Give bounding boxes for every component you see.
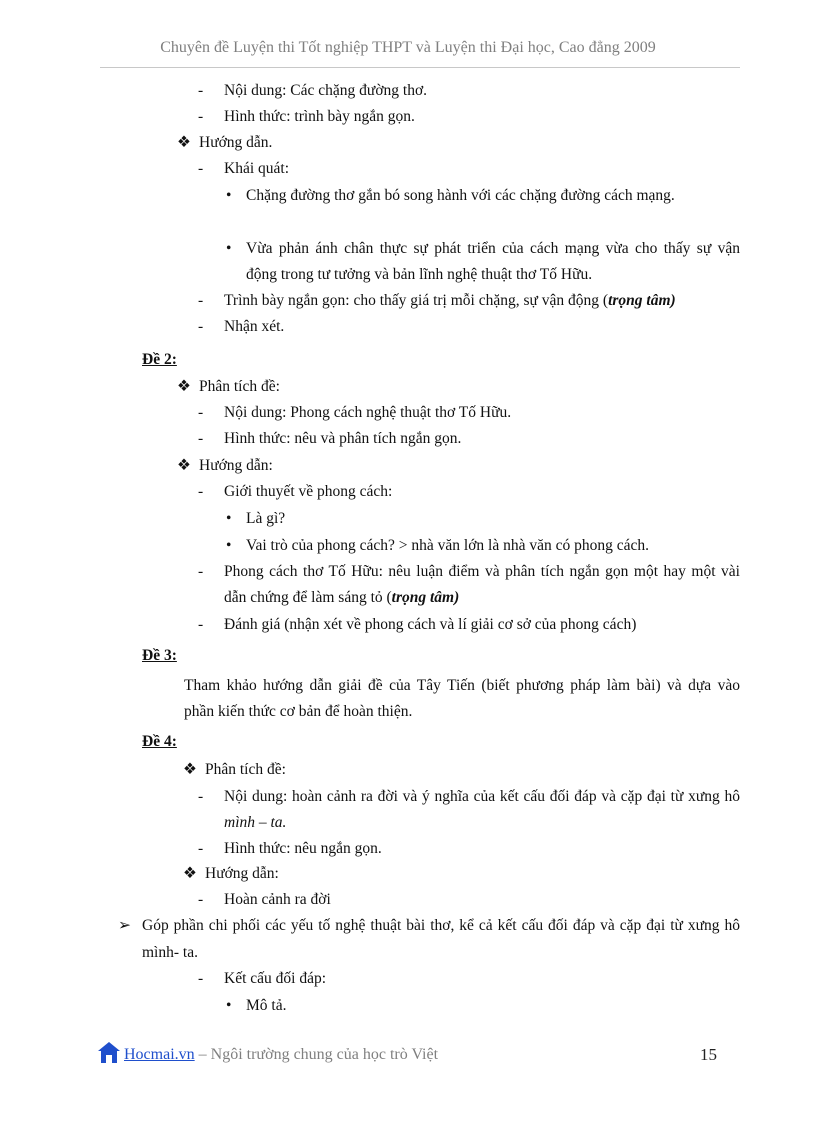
bullet-icon: • <box>226 187 232 204</box>
dash-mark: - <box>198 616 204 633</box>
dash-mark: - <box>198 891 204 908</box>
dash-mark: - <box>198 483 204 500</box>
hocmai-link[interactable]: Hocmai.vn <box>124 1046 195 1063</box>
dash-mark: - <box>198 404 204 421</box>
de1-trong-tam: trọng tâm) <box>608 292 676 309</box>
de3-title: Đề 3: <box>142 647 177 664</box>
list-item <box>226 509 285 529</box>
list-item <box>177 377 280 397</box>
de1-bullet2-line2: động trong tư tưởng và bản lĩnh nghệ thuật thơ Tố Hữu. <box>246 266 593 283</box>
de4-mo-ta: Mô tả. <box>246 997 287 1014</box>
footer-slogan: – Ngôi trường chung của học trò Việt <box>194 1046 439 1063</box>
diamond-bullet-icon: ❖ <box>177 457 191 474</box>
list-item <box>198 969 326 989</box>
de1-khai-quat: Khái quát: <box>224 160 289 177</box>
list-item <box>198 482 392 502</box>
de2-hinh-thuc: Hình thức: nêu và phân tích ngắn gọn. <box>224 430 462 447</box>
dash-mark: - <box>198 82 204 99</box>
de4-noi-dung-line1 <box>198 787 740 807</box>
dash-mark: - <box>198 563 204 580</box>
list-item <box>226 996 286 1016</box>
de2-phong-cach-line2 <box>224 588 459 608</box>
dash-mark: - <box>198 840 204 857</box>
de2-vai-tro: Vai trò của phong cách? > nhà văn lớn là nhà văn có phong cách. <box>246 537 649 554</box>
list-item <box>226 186 675 206</box>
list-item <box>198 81 427 101</box>
diamond-bullet-icon: ❖ <box>177 134 191 151</box>
list-item <box>198 159 289 179</box>
de2-trong-tam: trọng tâm) <box>391 589 460 606</box>
dash-mark: - <box>198 318 204 335</box>
de1-noi-dung: Nội dung: Các chặng đường thơ. <box>224 82 428 99</box>
de4-hoan-canh: Hoàn cảnh ra đời <box>224 891 331 908</box>
de4-ket-cau: Kết cấu đối đáp: <box>224 970 327 987</box>
list-item <box>198 890 331 910</box>
de2-phong-cach-line1 <box>198 562 740 582</box>
list-item <box>198 291 676 311</box>
list-item <box>226 536 649 556</box>
de1-hinh-thuc: Hình thức: trình bày ngắn gọn. <box>224 108 415 125</box>
de4-huong-dan: Hướng dẫn: <box>205 865 279 882</box>
de4-gop-phan-line1 <box>118 916 740 936</box>
dash-mark: - <box>198 108 204 125</box>
de4-phan-tich: Phân tích đề: <box>205 761 286 778</box>
arrow-bullet-icon: ➢ <box>118 917 131 934</box>
bullet-icon: • <box>226 510 232 527</box>
de2-phan-tich: Phân tích đề: <box>199 378 280 395</box>
de2-phong-cach-text: Phong cách thơ Tố Hữu: nêu luận điểm và phân tích ngắn gọn một hay một vài <box>224 563 740 580</box>
dash-mark: - <box>198 160 204 177</box>
list-item <box>183 760 286 780</box>
list-item <box>183 864 279 884</box>
de4-gop-phan-text: Góp phần chi phối các yếu tố nghệ thuật bài thơ, kể cả kết cấu đối đáp và cặp đại từ xưng hô <box>142 917 740 934</box>
de4-hinh-thuc: Hình thức: nêu ngắn gọn. <box>224 840 382 857</box>
de2-huong-dan: Hướng dẫn: <box>199 457 273 474</box>
list-item <box>198 615 636 635</box>
list-item <box>198 403 511 423</box>
dash-mark: - <box>198 970 204 987</box>
page-number: 15 <box>700 1045 717 1064</box>
footer <box>124 1045 438 1065</box>
de4-noi-dung-line2: mình – ta. <box>224 814 287 831</box>
de2-danh-gia: Đánh giá (nhận xét về phong cách và lí giải cơ sở của phong cách) <box>224 616 637 633</box>
de1-bullet2-text: Vừa phản ánh chân thực sự phát triển của cách mạng vừa cho thấy sự vận <box>246 240 740 257</box>
de4-gop-phan-line2: mình- ta. <box>142 944 198 961</box>
diamond-bullet-icon: ❖ <box>183 865 197 882</box>
header-divider <box>100 67 740 68</box>
bullet-icon: • <box>226 997 232 1014</box>
de1-huong-dan: Hướng dẫn. <box>199 134 273 151</box>
dash-mark: - <box>198 430 204 447</box>
de2-noi-dung: Nội dung: Phong cách nghệ thuật thơ Tố Hữu. <box>224 404 512 421</box>
de2-la-gi: Là gì? <box>246 510 286 527</box>
de1-bullet2-line1 <box>226 239 740 259</box>
bullet-icon: • <box>226 537 232 554</box>
page-header: Chuyên đề Luyện thi Tốt nghiệp THPT và Luyện thi Đại học, Cao đẳng 2009 <box>160 39 656 56</box>
de4-title: Đề 4: <box>142 733 177 750</box>
dash-mark: - <box>198 292 204 309</box>
diamond-bullet-icon: ❖ <box>177 378 191 395</box>
de2-gioi-thuyet: Giới thuyết về phong cách: <box>224 483 393 500</box>
hocmai-logo-icon <box>96 1041 122 1065</box>
de2-phong-cach-text2: dẫn chứng để làm sáng tỏ ( <box>224 589 392 606</box>
list-item <box>198 317 284 337</box>
list-item <box>198 839 382 859</box>
de4-noi-dung-text: Nội dung: hoàn cảnh ra đời và ý nghĩa của kết cấu đối đáp và cặp đại từ xưng hô <box>224 788 740 805</box>
de1-nhan-xet: Nhận xét. <box>224 318 285 335</box>
list-item <box>198 107 415 127</box>
de3-line1: Tham khảo hướng dẫn giải đề của Tây Tiến (biết phương pháp làm bài) và dựa vào <box>184 677 740 694</box>
de2-title: Đề 2: <box>142 351 177 368</box>
dash-mark: - <box>198 788 204 805</box>
list-item <box>198 429 461 449</box>
list-item <box>177 133 272 153</box>
de3-line2: phần kiến thức cơ bản để hoàn thiện. <box>184 703 413 720</box>
list-item <box>177 456 273 476</box>
diamond-bullet-icon: ❖ <box>183 761 197 778</box>
bullet-icon: • <box>226 240 232 257</box>
de1-bullet1: Chặng đường thơ gắn bó song hành với các chặng đường cách mạng. <box>246 187 675 204</box>
de1-trinh-bay: Trình bày ngắn gọn: cho thấy giá trị mỗi chặng, sự vận động ( <box>224 292 609 309</box>
